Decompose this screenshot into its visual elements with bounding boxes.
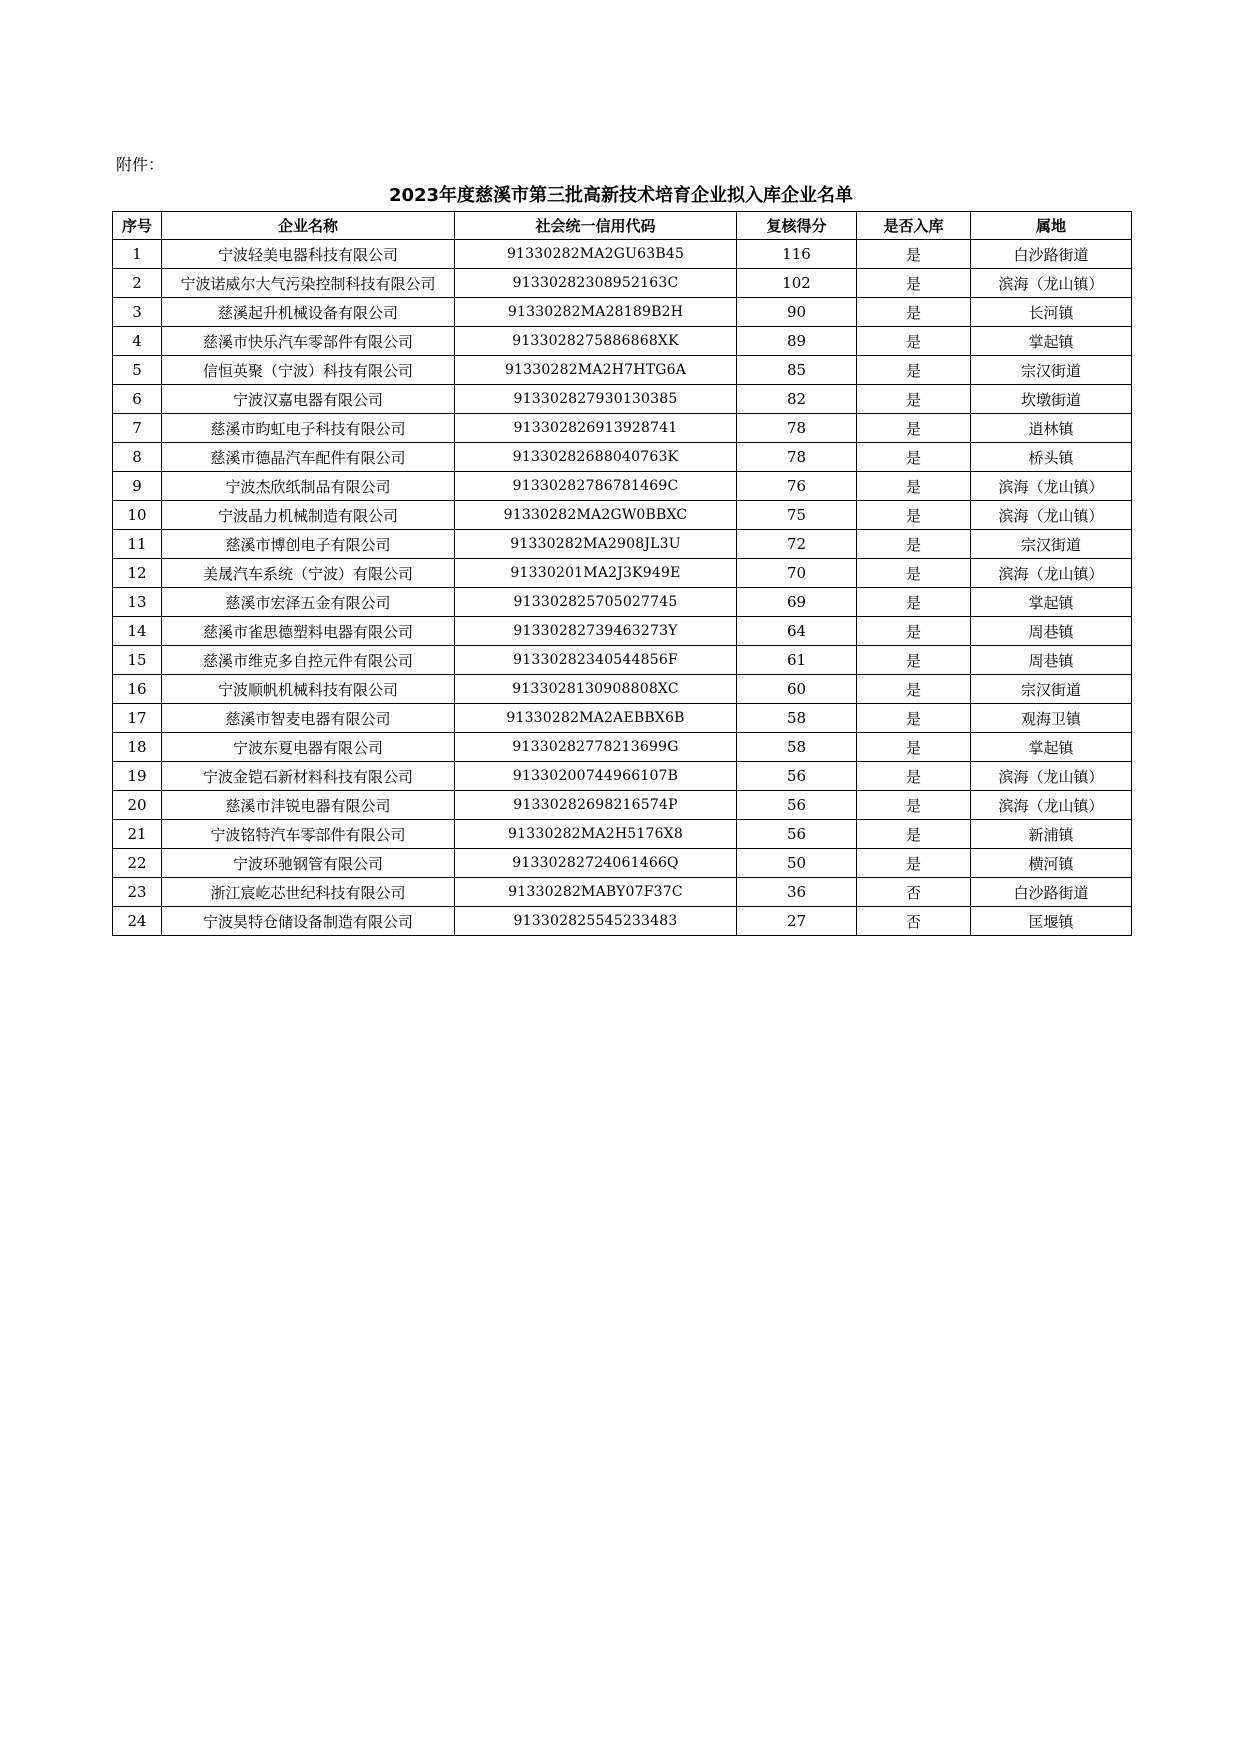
cell-locality: 白沙路街道 xyxy=(971,240,1132,269)
cell-company-name: 信恒英聚（宁波）科技有限公司 xyxy=(162,356,455,385)
cell-credit-code: 91330282698216574P xyxy=(455,791,737,820)
cell-locality: 滨海（龙山镇） xyxy=(971,791,1132,820)
cell-company-name: 慈溪市快乐汽车零部件有限公司 xyxy=(162,327,455,356)
table-row xyxy=(113,907,1132,936)
cell-index: 4 xyxy=(113,327,162,356)
cell-index: 6 xyxy=(113,385,162,414)
cell-index: 11 xyxy=(113,530,162,559)
cell-company-name: 宁波杰欣纸制品有限公司 xyxy=(162,472,455,501)
table-row xyxy=(113,791,1132,820)
cell-index: 18 xyxy=(113,733,162,762)
cell-credit-code: 913302825705027745 xyxy=(455,588,737,617)
table-row xyxy=(113,849,1132,878)
cell-admitted: 是 xyxy=(857,704,971,733)
table-row xyxy=(113,878,1132,907)
cell-credit-code: 91330282MA2GW0BBXC xyxy=(455,501,737,530)
cell-admitted: 是 xyxy=(857,733,971,762)
cell-credit-code: 91330282MA28189B2H xyxy=(455,298,737,327)
cell-review-score: 85 xyxy=(737,356,857,385)
cell-company-name: 浙江宸屹芯世纪科技有限公司 xyxy=(162,878,455,907)
cell-admitted: 是 xyxy=(857,559,971,588)
cell-locality: 白沙路街道 xyxy=(971,878,1132,907)
cell-index: 20 xyxy=(113,791,162,820)
cell-company-name: 宁波金铠石新材料科技有限公司 xyxy=(162,762,455,791)
cell-locality: 观海卫镇 xyxy=(971,704,1132,733)
table-row xyxy=(113,414,1132,443)
cell-review-score: 102 xyxy=(737,269,857,298)
cell-company-name: 慈溪市沣锐电器有限公司 xyxy=(162,791,455,820)
cell-review-score: 70 xyxy=(737,559,857,588)
cell-review-score: 75 xyxy=(737,501,857,530)
cell-review-score: 27 xyxy=(737,907,857,936)
cell-company-name: 慈溪市维克多自控元件有限公司 xyxy=(162,646,455,675)
cell-admitted: 是 xyxy=(857,588,971,617)
cell-credit-code: 91330282MA2GU63B45 xyxy=(455,240,737,269)
cell-locality: 滨海（龙山镇） xyxy=(971,559,1132,588)
cell-credit-code: 91330282308952163C xyxy=(455,269,737,298)
cell-locality: 坎墩街道 xyxy=(971,385,1132,414)
cell-company-name: 慈溪市雀思德塑料电器有限公司 xyxy=(162,617,455,646)
cell-review-score: 90 xyxy=(737,298,857,327)
cell-credit-code: 91330200744966107B xyxy=(455,762,737,791)
cell-admitted: 否 xyxy=(857,878,971,907)
cell-review-score: 89 xyxy=(737,327,857,356)
cell-review-score: 56 xyxy=(737,791,857,820)
cell-admitted: 是 xyxy=(857,414,971,443)
table-row xyxy=(113,646,1132,675)
cell-index: 12 xyxy=(113,559,162,588)
cell-index: 1 xyxy=(113,240,162,269)
table-row xyxy=(113,704,1132,733)
cell-locality: 滨海（龙山镇） xyxy=(971,501,1132,530)
cell-admitted: 是 xyxy=(857,472,971,501)
cell-company-name: 慈溪市博创电子有限公司 xyxy=(162,530,455,559)
cell-index: 22 xyxy=(113,849,162,878)
cell-review-score: 82 xyxy=(737,385,857,414)
cell-admitted: 是 xyxy=(857,356,971,385)
cell-credit-code: 9133028130908808XC xyxy=(455,675,737,704)
cell-review-score: 56 xyxy=(737,820,857,849)
cell-admitted: 是 xyxy=(857,820,971,849)
cell-credit-code: 91330282340544856F xyxy=(455,646,737,675)
cell-admitted: 是 xyxy=(857,443,971,472)
col-header-credit-code: 社会统一信用代码 xyxy=(455,212,737,240)
cell-index: 9 xyxy=(113,472,162,501)
cell-index: 7 xyxy=(113,414,162,443)
table-row xyxy=(113,472,1132,501)
cell-company-name: 宁波铭特汽车零部件有限公司 xyxy=(162,820,455,849)
cell-review-score: 116 xyxy=(737,240,857,269)
table-row xyxy=(113,617,1132,646)
col-header-locality: 属地 xyxy=(971,212,1132,240)
table-row xyxy=(113,820,1132,849)
cell-company-name: 宁波东夏电器有限公司 xyxy=(162,733,455,762)
col-header-company-name: 企业名称 xyxy=(162,212,455,240)
cell-admitted: 是 xyxy=(857,791,971,820)
cell-credit-code: 913302826913928741 xyxy=(455,414,737,443)
cell-locality: 周巷镇 xyxy=(971,646,1132,675)
cell-credit-code: 91330282MA2H5176X8 xyxy=(455,820,737,849)
cell-company-name: 宁波晶力机械制造有限公司 xyxy=(162,501,455,530)
table-row xyxy=(113,385,1132,414)
cell-index: 3 xyxy=(113,298,162,327)
table-row xyxy=(113,559,1132,588)
cell-company-name: 慈溪起升机械设备有限公司 xyxy=(162,298,455,327)
cell-locality: 新浦镇 xyxy=(971,820,1132,849)
cell-admitted: 是 xyxy=(857,530,971,559)
cell-review-score: 58 xyxy=(737,733,857,762)
cell-credit-code: 9133028275886868XK xyxy=(455,327,737,356)
cell-index: 8 xyxy=(113,443,162,472)
cell-company-name: 慈溪市宏泽五金有限公司 xyxy=(162,588,455,617)
cell-locality: 桥头镇 xyxy=(971,443,1132,472)
cell-review-score: 76 xyxy=(737,472,857,501)
cell-index: 24 xyxy=(113,907,162,936)
cell-locality: 滨海（龙山镇） xyxy=(971,269,1132,298)
cell-credit-code: 91330282688040763K xyxy=(455,443,737,472)
cell-credit-code: 91330201MA2J3K949E xyxy=(455,559,737,588)
cell-company-name: 慈溪市智麦电器有限公司 xyxy=(162,704,455,733)
table-row xyxy=(113,327,1132,356)
cell-index: 16 xyxy=(113,675,162,704)
cell-credit-code: 913302825545233483 xyxy=(455,907,737,936)
cell-index: 21 xyxy=(113,820,162,849)
cell-admitted: 是 xyxy=(857,675,971,704)
cell-locality: 掌起镇 xyxy=(971,733,1132,762)
cell-admitted: 是 xyxy=(857,617,971,646)
cell-index: 23 xyxy=(113,878,162,907)
cell-admitted: 是 xyxy=(857,269,971,298)
cell-admitted: 是 xyxy=(857,501,971,530)
cell-review-score: 64 xyxy=(737,617,857,646)
cell-admitted: 是 xyxy=(857,762,971,791)
cell-company-name: 慈溪市德晶汽车配件有限公司 xyxy=(162,443,455,472)
cell-credit-code: 91330282MA2908JL3U xyxy=(455,530,737,559)
cell-credit-code: 91330282724061466Q xyxy=(455,849,737,878)
col-header-review-score: 复核得分 xyxy=(737,212,857,240)
cell-admitted: 否 xyxy=(857,907,971,936)
cell-index: 15 xyxy=(113,646,162,675)
cell-index: 5 xyxy=(113,356,162,385)
cell-admitted: 是 xyxy=(857,240,971,269)
cell-company-name: 宁波轻美电器科技有限公司 xyxy=(162,240,455,269)
table-row xyxy=(113,588,1132,617)
cell-review-score: 72 xyxy=(737,530,857,559)
cell-locality: 逍林镇 xyxy=(971,414,1132,443)
table-row xyxy=(113,356,1132,385)
table-row xyxy=(113,530,1132,559)
cell-company-name: 宁波环驰钢管有限公司 xyxy=(162,849,455,878)
table-header xyxy=(113,212,1132,240)
header-row xyxy=(113,212,1132,240)
cell-index: 19 xyxy=(113,762,162,791)
cell-review-score: 58 xyxy=(737,704,857,733)
attachment-label: 附件： xyxy=(116,155,165,174)
cell-company-name: 慈溪市昀虹电子科技有限公司 xyxy=(162,414,455,443)
cell-review-score: 61 xyxy=(737,646,857,675)
cell-credit-code: 913302827930130385 xyxy=(455,385,737,414)
enterprise-table xyxy=(112,211,1132,936)
cell-index: 2 xyxy=(113,269,162,298)
cell-credit-code: 91330282739463273Y xyxy=(455,617,737,646)
cell-index: 17 xyxy=(113,704,162,733)
cell-locality: 周巷镇 xyxy=(971,617,1132,646)
cell-review-score: 78 xyxy=(737,414,857,443)
cell-locality: 掌起镇 xyxy=(971,588,1132,617)
table-body xyxy=(113,240,1132,936)
table-row xyxy=(113,240,1132,269)
cell-company-name: 宁波诺威尔大气污染控制科技有限公司 xyxy=(162,269,455,298)
cell-admitted: 是 xyxy=(857,385,971,414)
cell-locality: 宗汉街道 xyxy=(971,356,1132,385)
cell-index: 13 xyxy=(113,588,162,617)
cell-locality: 宗汉街道 xyxy=(971,675,1132,704)
cell-admitted: 是 xyxy=(857,646,971,675)
table-row xyxy=(113,733,1132,762)
cell-locality: 横河镇 xyxy=(971,849,1132,878)
cell-admitted: 是 xyxy=(857,298,971,327)
cell-credit-code: 91330282MA2H7HTG6A xyxy=(455,356,737,385)
table-row xyxy=(113,762,1132,791)
cell-locality: 匡堰镇 xyxy=(971,907,1132,936)
col-header-index: 序号 xyxy=(113,212,162,240)
cell-credit-code: 91330282MA2AEBBX6B xyxy=(455,704,737,733)
table-row xyxy=(113,298,1132,327)
cell-admitted: 是 xyxy=(857,849,971,878)
cell-credit-code: 91330282786781469C xyxy=(455,472,737,501)
cell-company-name: 美晟汽车系统（宁波）有限公司 xyxy=(162,559,455,588)
cell-company-name: 宁波汉嘉电器有限公司 xyxy=(162,385,455,414)
cell-locality: 长河镇 xyxy=(971,298,1132,327)
cell-credit-code: 91330282MABY07F37C xyxy=(455,878,737,907)
cell-locality: 滨海（龙山镇） xyxy=(971,762,1132,791)
cell-company-name: 宁波顺帆机械科技有限公司 xyxy=(162,675,455,704)
cell-admitted: 是 xyxy=(857,327,971,356)
table-row xyxy=(113,675,1132,704)
cell-credit-code: 91330282778213699G xyxy=(455,733,737,762)
document-title: 2023年度慈溪市第三批高新技术培育企业拟入库企业名单 xyxy=(388,185,854,206)
cell-review-score: 60 xyxy=(737,675,857,704)
cell-review-score: 50 xyxy=(737,849,857,878)
table-row xyxy=(113,269,1132,298)
col-header-admitted: 是否入库 xyxy=(857,212,971,240)
cell-company-name: 宁波昊特仓储设备制造有限公司 xyxy=(162,907,455,936)
cell-review-score: 69 xyxy=(737,588,857,617)
cell-index: 14 xyxy=(113,617,162,646)
cell-locality: 滨海（龙山镇） xyxy=(971,472,1132,501)
cell-review-score: 78 xyxy=(737,443,857,472)
table-row xyxy=(113,443,1132,472)
cell-locality: 掌起镇 xyxy=(971,327,1132,356)
cell-review-score: 36 xyxy=(737,878,857,907)
cell-index: 10 xyxy=(113,501,162,530)
cell-review-score: 56 xyxy=(737,762,857,791)
cell-locality: 宗汉街道 xyxy=(971,530,1132,559)
table-row xyxy=(113,501,1132,530)
